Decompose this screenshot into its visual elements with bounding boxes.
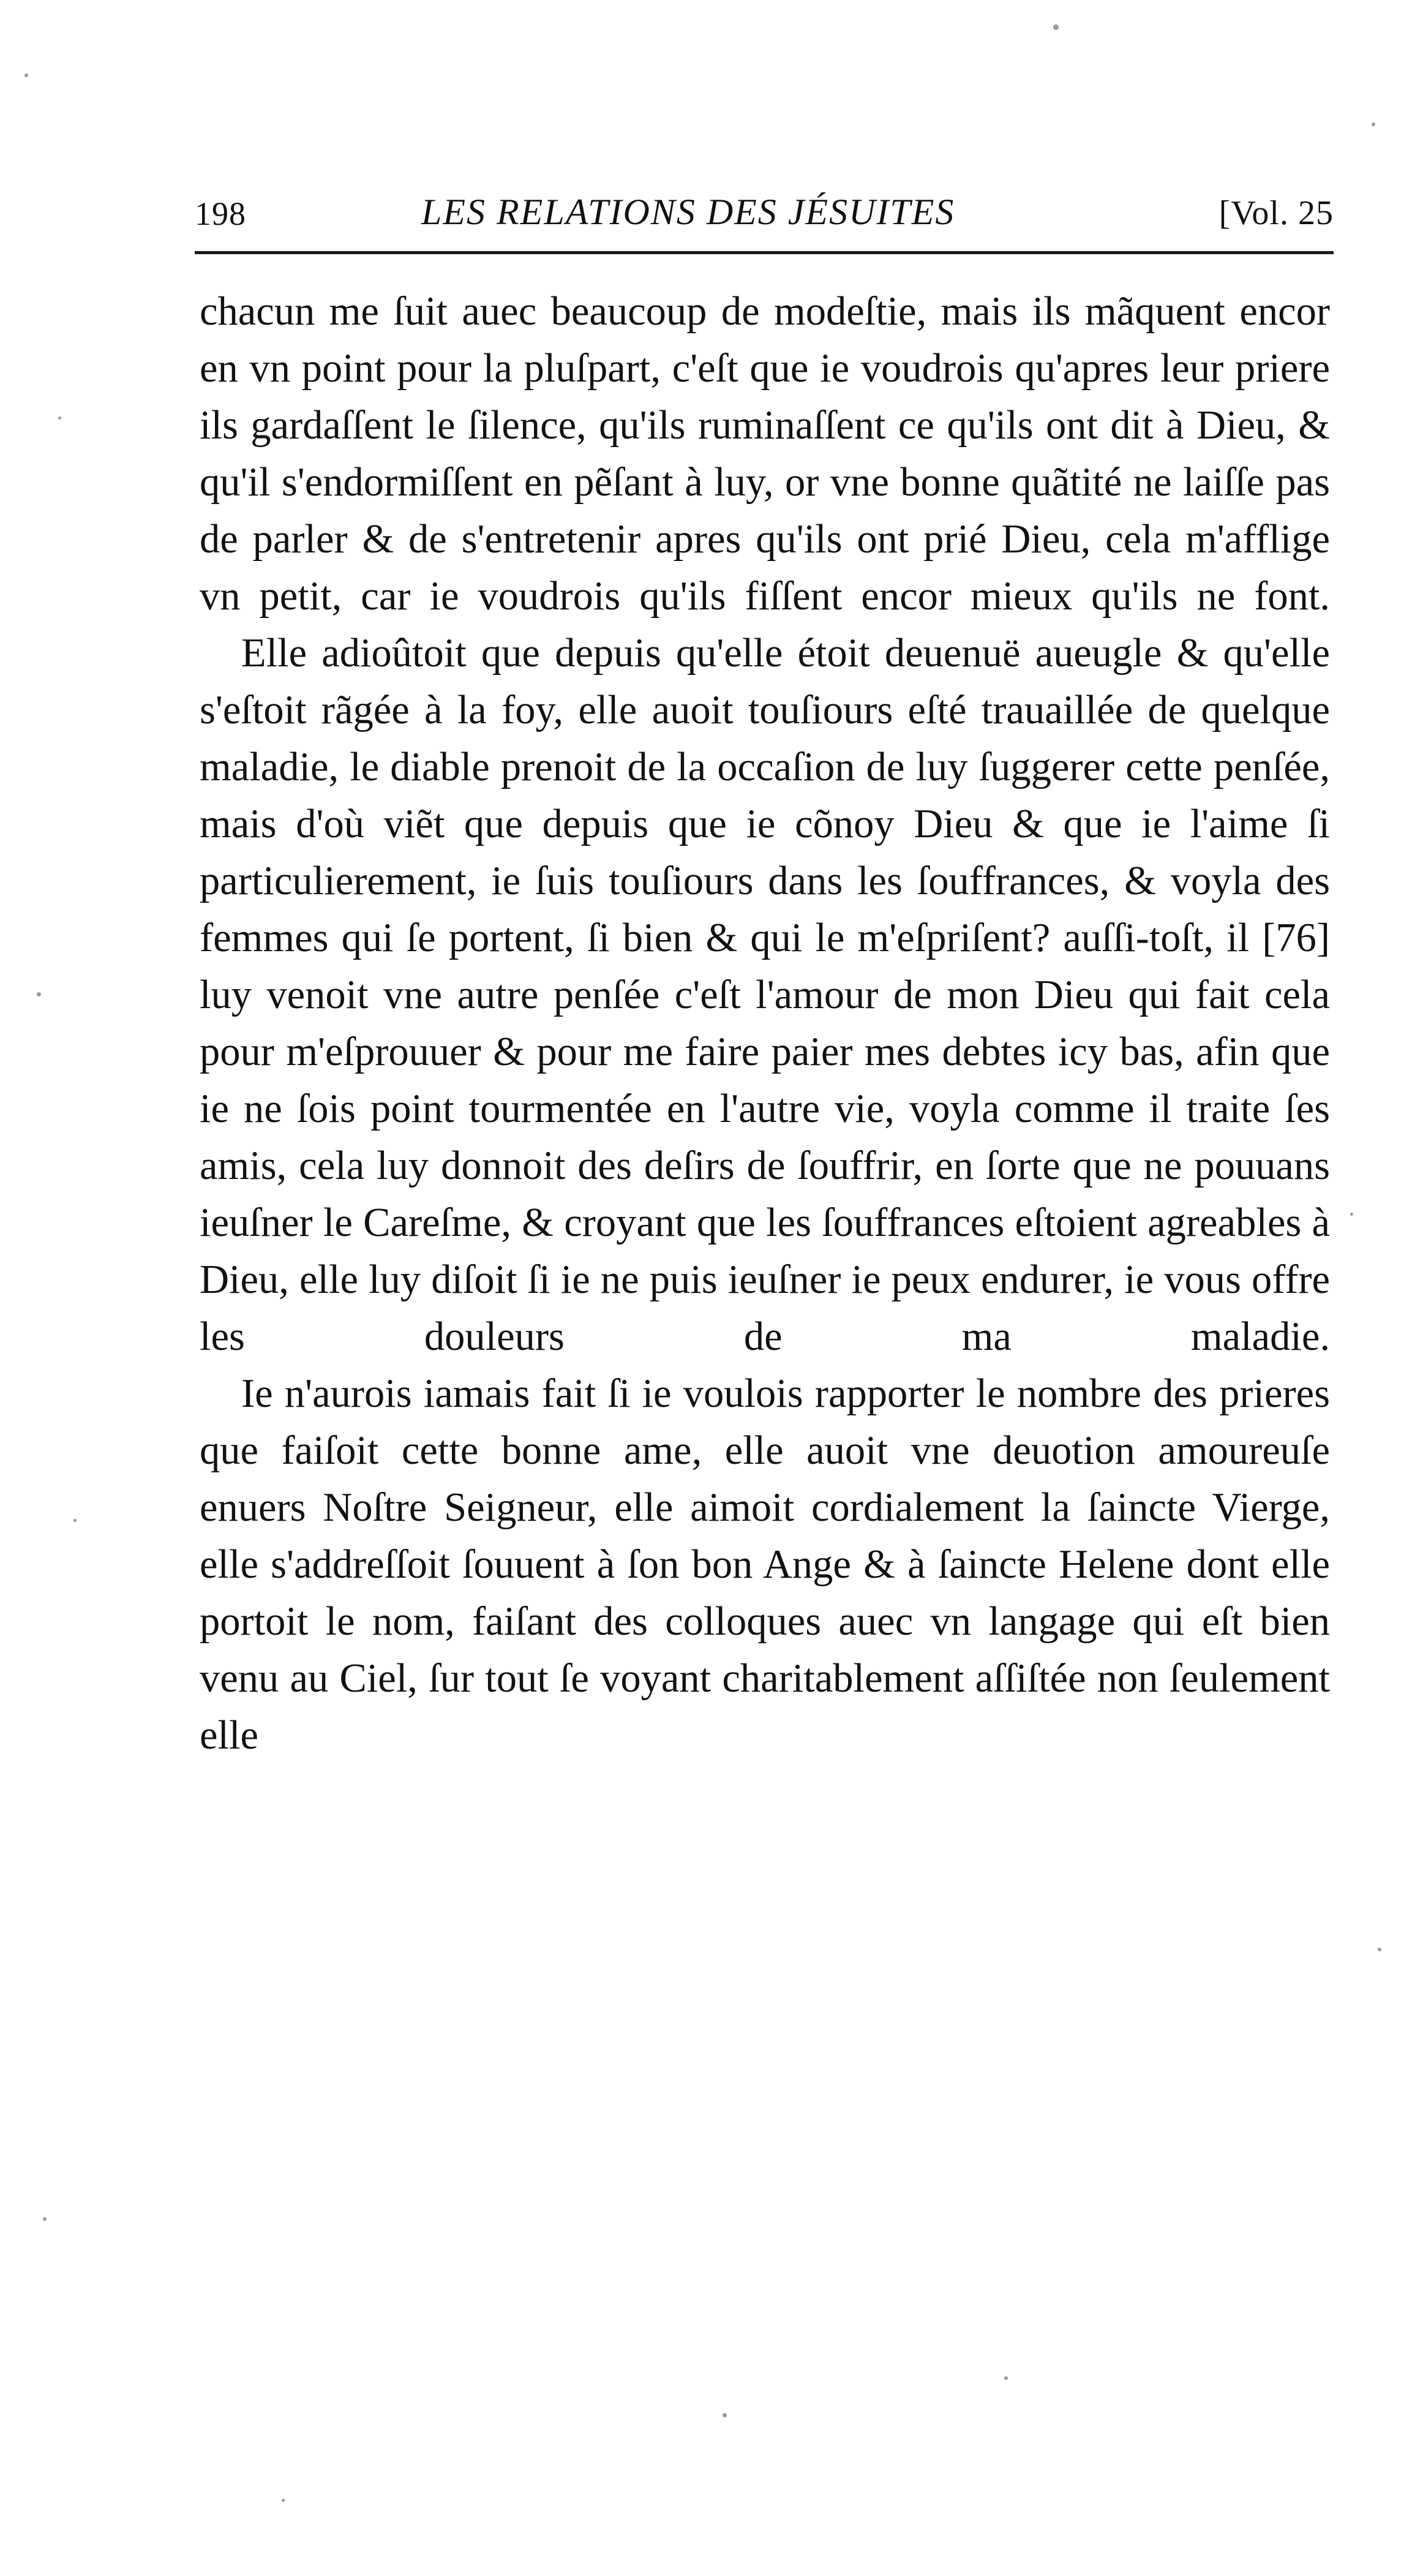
- scan-speck: [73, 1519, 77, 1522]
- scan-speck: [723, 2413, 727, 2417]
- scan-speck: [1004, 2376, 1008, 2380]
- scan-speck: [1378, 1948, 1381, 1951]
- page-number: 198: [195, 195, 246, 232]
- scan-speck: [1350, 1213, 1353, 1216]
- paragraph-ie-naurois: Ie n'aurois iamais fait ſi ie voulois rapporter le nombre des prieres que faiſoit cette bonne ame, elle auoit vne deuotion amoureuſe enuers Noſtre Seigneur, elle aimoit cordialement la ſaincte Vierge, elle s'addreſſoit ſouuent à ſon bon Ange & à ſaincte Helene dont elle portoit le nom, faiſant des colloques auec vn langage qui eſt bien venu au Ciel, ſur tout ſe voyant charitablement aſſiſtée non ſeulement elle: [200, 1371, 1330, 1758]
- volume-label: [Vol. 25: [1219, 194, 1334, 232]
- header-rule: [195, 251, 1334, 254]
- scan-speck: [282, 2499, 285, 2502]
- running-header: [195, 184, 1334, 245]
- scan-speck: [1053, 24, 1059, 30]
- scan-speck: [37, 992, 41, 996]
- paragraph-continuation: chacun me ſuit auec beaucoup de modeſtie, mais ils mãquent encor en vn point pour la pluſpart, c'eſt que ie voudrois qu'apres leur priere ils gardaſſent le ſilence, qu'ils ruminaſſent ce qu'ils ont dit à Dieu, & qu'il s'endormiſſent en pẽſant à luy, or vne bonne quãtité ne laiſſe pas de parler & de s'entretenir apres qu'ils ont prié Dieu, cela m'afflige vn petit, car ie voudrois qu'ils fiſſent encor mieux qu'ils ne font.: [200, 289, 1330, 619]
- scan-speck: [24, 73, 28, 77]
- body-text: [200, 283, 1330, 1764]
- running-title: LES RELATIONS DES JÉSUITES: [421, 192, 955, 232]
- scan-speck: [43, 2217, 47, 2221]
- scan-speck: [58, 416, 61, 420]
- scan-speck: [1372, 122, 1375, 126]
- paragraph-elle-adioutoit: Elle adioûtoit que depuis qu'elle étoit deuenuë aueugle & qu'elle s'eſtoit rãgée à la foy, elle auoit touſiours eſté trauaillée de quelque maladie, le diable prenoit de la occaſion de luy ſuggerer cette penſée, mais d'où viẽt que depuis que ie cõnoy Dieu & que ie l'aime ſi particulierement, ie ſuis touſiours dans les ſouffrances, & voyla des femmes qui ſe portent, ſi bien & qui le m'eſpriſent? auſſi-toſt, il [76] luy venoit vne autre penſée c'eſt l'amour de mon Dieu qui fait cela pour m'eſprouuer & pour me faire paier mes debtes icy bas, afin que ie ne ſois point tourmentée en l'autre vie, voyla comme il traite ſes amis, cela luy donnoit des deſirs de ſouffrir, en ſorte que ne pouuans ieuſner le Careſme, & croyant que les ſouffrances eſtoient agreables à Dieu, elle luy diſoit ſi ie ne puis ieuſner ie peux endurer, ie vous offre les douleurs de ma maladie.: [200, 631, 1330, 1359]
